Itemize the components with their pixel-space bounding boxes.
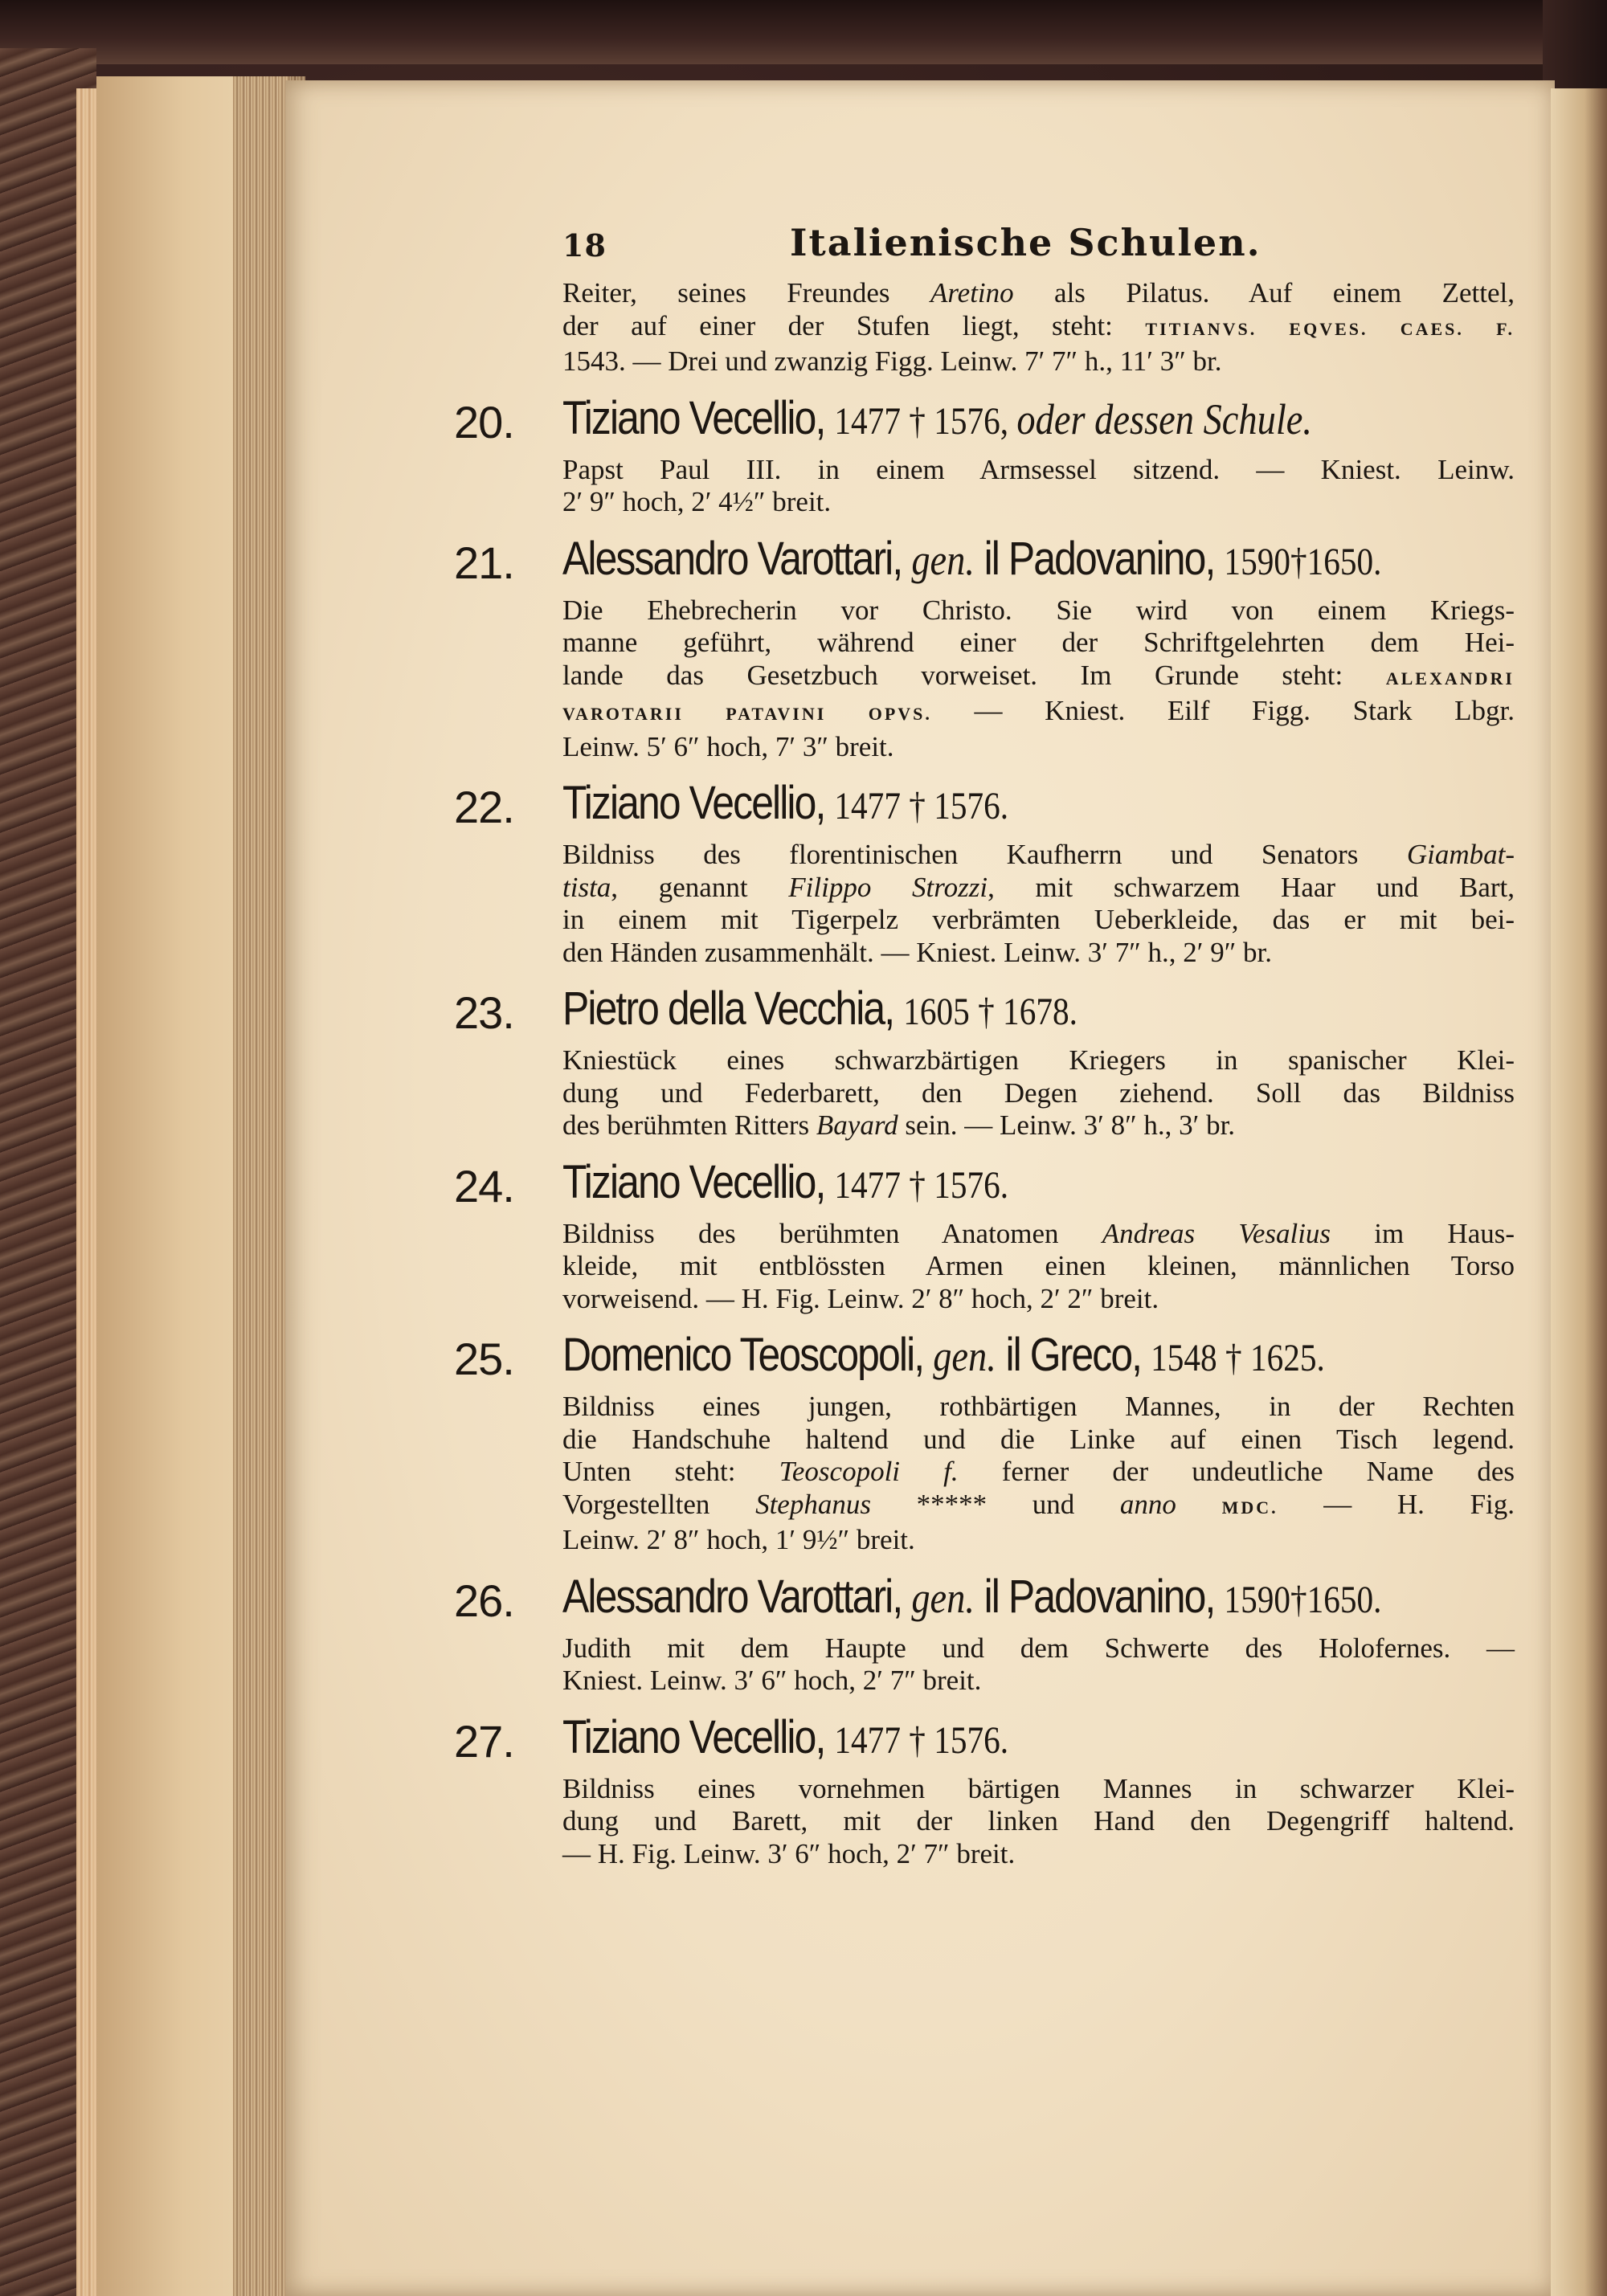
description-line: Bildniss eines jungen, rothbärtigen Mannes, in der Rechten bbox=[562, 1391, 1515, 1422]
catalogue-entry bbox=[454, 1710, 1515, 1871]
continuation-line: der auf einer der Stufen liegt, steht: TITIANVS. EQVES. CAES. F. bbox=[562, 309, 1515, 341]
artist-dates: 1477 † 1576, bbox=[834, 399, 1017, 443]
continuation-line: Reiter, seines Freundes Aretino als Pilatus. Auf einem Zettel, bbox=[562, 277, 1515, 308]
artist-dates: 1548 † 1625. bbox=[1151, 1337, 1325, 1379]
entry-heading bbox=[454, 1710, 1515, 1773]
entry-heading bbox=[454, 1328, 1515, 1391]
catalogue-entry bbox=[454, 1328, 1515, 1557]
entry-description bbox=[562, 1218, 1515, 1316]
description-line: in einem mit Tigerpelz verbrämten Ueberkleide, das er mit bei- bbox=[562, 904, 1515, 935]
attribution: oder dessen Schule. bbox=[1016, 394, 1312, 443]
description-line: manne geführt, während einer der Schriftgelehrten dem Hei- bbox=[562, 627, 1515, 658]
entry-description bbox=[562, 1391, 1515, 1557]
catalogue-entry bbox=[454, 776, 1515, 969]
entry-description bbox=[562, 594, 1515, 764]
entry-heading bbox=[454, 982, 1515, 1044]
description-line: dung und Federbarett, den Degen ziehend. Soll das Bildniss bbox=[562, 1077, 1515, 1109]
entry-number: 25. bbox=[454, 1334, 514, 1384]
artist-dates: 1605 † 1678. bbox=[903, 991, 1077, 1033]
artist-name: Tiziano Vecellio, 1477 † 1576, oder dessen Schule. bbox=[562, 391, 1312, 444]
description-line: des berühmten Ritters Bayard sein. — Leinw. 3′ 8″ h., 3′ br. bbox=[562, 1109, 1236, 1141]
description-line: vorweisend. — H. Fig. Leinw. 2′ 8″ hoch, 2′ 2″ breit. bbox=[562, 1282, 1159, 1314]
description-line: die Handschuhe haltend und die Linke auf einen Tisch legend. bbox=[562, 1423, 1515, 1455]
artist-dates: 1477 † 1576. bbox=[834, 785, 1009, 827]
attribution: gen. bbox=[911, 1573, 984, 1622]
running-head-title: Italienische Schulen. bbox=[790, 221, 1261, 264]
description-line: Vorgestellten Stephanus ***** und anno MDC. — H. Fig. bbox=[562, 1488, 1515, 1520]
entry-number: 21. bbox=[454, 537, 514, 588]
description-line: tista, genannt Filippo Strozzi, mit schwarzem Haar und Bart, bbox=[562, 871, 1515, 903]
description-line: 2′ 9″ hoch, 2′ 4½″ breit. bbox=[562, 486, 832, 517]
entry-heading bbox=[454, 532, 1515, 594]
entry-heading bbox=[454, 776, 1515, 839]
description-line: kleide, mit entblössten Armen einen kleinen, männlichen Torso bbox=[562, 1250, 1515, 1281]
cover-top-edge bbox=[0, 0, 1607, 64]
entry-description bbox=[562, 1044, 1515, 1142]
continuation-line: 1543. — Drei und zwanzig Figg. Leinw. 7′ 7″ h., 11′ 3″ br. bbox=[562, 345, 1222, 377]
page-text-block bbox=[454, 213, 1515, 1870]
artist-dates: 1477 † 1576. bbox=[834, 1163, 1009, 1207]
entry-number: 26. bbox=[454, 1575, 514, 1626]
description-line: Leinw. 2′ 8″ hoch, 1′ 9½″ breit. bbox=[562, 1524, 915, 1555]
artist-name: Tiziano Vecellio, 1477 † 1576. bbox=[562, 1155, 1009, 1208]
artist-name: Tiziano Vecellio, 1477 † 1576. bbox=[562, 777, 1009, 829]
description-line: Judith mit dem Haupte und dem Schwerte des Holofernes. — bbox=[562, 1632, 1515, 1664]
entry-description bbox=[562, 1632, 1515, 1697]
catalogue-entry bbox=[454, 391, 1515, 519]
artist-name: Alessandro Varottari, gen. il Padovanino, 1590†1650. bbox=[562, 1570, 1382, 1623]
artist-dates: 1590†1650. bbox=[1224, 540, 1382, 583]
description-line: Papst Paul III. in einem Armsessel sitzend. — Kniest. Leinw. bbox=[562, 453, 1515, 485]
right-page-edges bbox=[1551, 88, 1607, 2296]
entry-description bbox=[562, 1773, 1515, 1871]
artist-name: Alessandro Varottari, gen. il Padovanino, 1590†1650. bbox=[562, 532, 1382, 585]
entry-heading bbox=[454, 1570, 1515, 1632]
description-line: Unten steht: Teoscopoli f. ferner der undeutliche Name des bbox=[562, 1456, 1515, 1487]
artist-dates: 1477 † 1576. bbox=[834, 1718, 1009, 1762]
description-line: Kniest. Leinw. 3′ 6″ hoch, 2′ 7″ breit. bbox=[562, 1665, 982, 1696]
attribution: gen. bbox=[933, 1332, 1006, 1380]
attribution: gen. bbox=[911, 535, 984, 584]
catalogue-entry bbox=[454, 982, 1515, 1142]
continuation-paragraph bbox=[562, 277, 1515, 378]
description-line: Die Ehebrecherin vor Christo. Sie wird von einem Kriegs- bbox=[562, 594, 1515, 626]
catalogue-entry bbox=[454, 1155, 1515, 1316]
entry-number: 24. bbox=[454, 1160, 514, 1211]
entry-number: 22. bbox=[454, 782, 514, 832]
artist-name: Tiziano Vecellio, 1477 † 1576. bbox=[562, 1710, 1009, 1763]
running-head bbox=[562, 213, 1515, 277]
entry-number: 27. bbox=[454, 1715, 514, 1767]
description-line: den Händen zusammenhält. — Kniest. Leinw. 3′ 7″ h., 2′ 9″ br. bbox=[562, 936, 1272, 968]
entry-description bbox=[562, 454, 1515, 519]
entry-heading bbox=[454, 1155, 1515, 1218]
artist-dates: 1590†1650. bbox=[1224, 1578, 1382, 1621]
description-line: Bildniss des berühmten Anatomen Andreas Vesalius im Haus- bbox=[562, 1217, 1515, 1249]
artist-name: Pietro della Vecchia, 1605 † 1678. bbox=[562, 983, 1077, 1035]
description-line: VAROTARII PATAVINI OPVS. — Kniest. Eilf Figg. Stark Lbgr. bbox=[562, 695, 1515, 726]
description-line: Bildniss eines vornehmen bärtigen Mannes in schwarzer Klei- bbox=[562, 1772, 1515, 1804]
description-line: dung und Barett, mit der linken Hand den Degengriff haltend. bbox=[562, 1805, 1515, 1836]
entry-heading bbox=[454, 391, 1515, 454]
description-line: lande das Gesetzbuch vorweiset. Im Grunde steht: ALEXANDRI bbox=[562, 659, 1515, 691]
catalogue-entries bbox=[454, 391, 1515, 1871]
catalogue-entry bbox=[454, 1570, 1515, 1697]
entry-description bbox=[562, 839, 1515, 969]
page-number: 18 bbox=[562, 227, 607, 264]
description-line: Bildniss des florentinischen Kaufherrn und Senators Giambat- bbox=[562, 839, 1515, 870]
catalogue-entry bbox=[454, 532, 1515, 764]
entry-number: 20. bbox=[454, 396, 514, 447]
entry-number: 23. bbox=[454, 987, 514, 1038]
description-line: Kniestück eines schwarzbärtigen Kriegers in spanischer Klei- bbox=[562, 1044, 1515, 1076]
description-line: Leinw. 5′ 6″ hoch, 7′ 3″ breit. bbox=[562, 730, 894, 762]
description-line: — H. Fig. Leinw. 3′ 6″ hoch, 2′ 7″ breit. bbox=[562, 1837, 1016, 1869]
artist-name: Domenico Teoscopoli, gen. il Greco, 1548 † 1625. bbox=[562, 1329, 1325, 1381]
